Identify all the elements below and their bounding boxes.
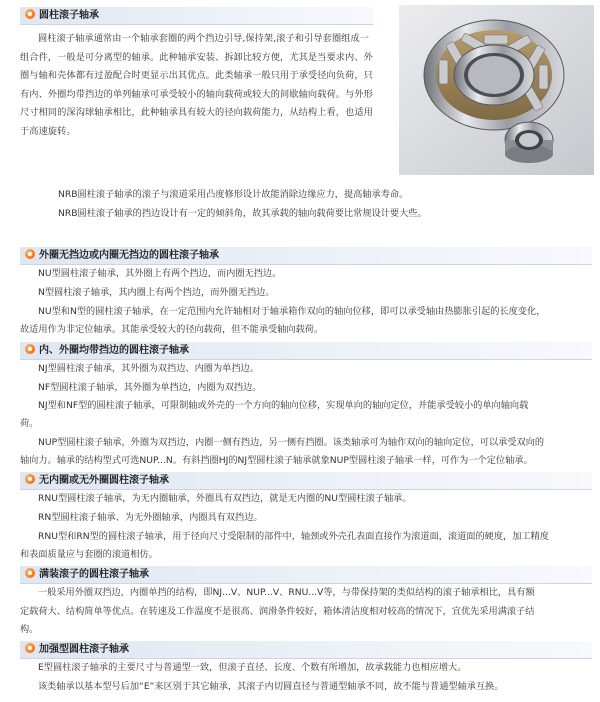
nrb-line-2: NRB圆柱滚子轴承的挡边设计有一定的倾斜角，故其承载的轴向载荷要比常规设计要大些。 <box>58 208 427 219</box>
s2-line-1: NJ型圆柱滚子轴承，其外圈为双挡边、内圈为单挡边。 <box>38 363 259 374</box>
s4-line-2: 定载荷大、结构简单等优点。在转速及工作温度不是很高、润滑条件较好，箱体清洁度相对较高的情况下，宜优先采用满滚子结 <box>20 606 535 617</box>
s3-line-2: RN型圆柱滚子轴承、为无外圈轴承，内圈具有双挡边。 <box>38 512 263 523</box>
s5-line-1: E型圆柱滚子轴承的主要尺寸与普通型一致，但滚子直径、长度、个数有所增加，故承载能力也相应增大。 <box>38 662 467 673</box>
nrb-line-1: NRB圆柱滚子轴承的滚子与滚道采用凸度修形设计故能消除边缘应力，提高轴承寿命。 <box>58 189 409 200</box>
section-title: 圆柱滚子轴承 <box>39 10 99 21</box>
section-title: 满装滚子的圆柱滚子轴承 <box>39 569 149 580</box>
s1-line-3: NU型和N型的圆柱滚子轴承，在一定范围内允许轴相对于轴承箱作双向的轴向位移，即可以承受轴由热膨胀引起的长度变化， <box>38 306 546 317</box>
s3-line-4: 和表面质量应与套圈的滚道相仿。 <box>20 549 158 560</box>
section-title: 内、外圈均带挡边的圆柱滚子轴承 <box>39 345 189 356</box>
bullet-icon <box>25 9 35 19</box>
section-header-1 <box>20 247 592 265</box>
section-header-4 <box>20 566 592 584</box>
s4-line-1: 一般采用外圈双挡边，内圈单挡的结构，即NJ...V、NUP...V、RNU...V等，与带保持架的类似结构的滚子轴承相比，具有额 <box>38 587 535 598</box>
bullet-icon <box>25 474 35 484</box>
intro-paragraph: 圆柱滚子轴承通常由一个轴承套圈的两个挡边引导,保持架,滚子和引导套圈组成一组合件，一般是可分离型的轴承。此种轴承安装、拆卸比较方便，尤其是当要求内、外圈与轴和壳体都有过盈配合时更显示出其优点。此类轴承一般只用于承受径向负荷，只有内、外圈均带挡边的单列轴承可承受较小的轴向载荷或较大的间歇轴向载荷。与外形尺寸相同的深沟球轴承相比，此种轴承具有较大的径向载荷能力，从结构上看，也适用于高速旋转。 <box>20 33 373 137</box>
bullet-icon <box>25 643 35 653</box>
s3-line-3: RNU型和RN型的圆柱滚子轴承，用于径向尺寸受限制的部件中，轴颈或外壳孔表面直接作为滚道面，滚道面的硬度，加工精度 <box>38 531 549 542</box>
s2-line-2: NF型圆柱滚子轴承，其外圈为单挡边，内圈为双挡边。 <box>38 382 262 393</box>
s2-line-5: NUP型圆柱滚子轴承，外圈为双挡边，内圈一侧有挡边，另一侧有挡圈。该类轴承可为轴作双向的轴向定位，可以承受双向的 <box>38 437 545 448</box>
section-header-2 <box>20 342 592 360</box>
s3-line-1: RNU型圆柱滚子轴承，为无内圈轴承，外圈具有双挡边，就是无内圈的NU型圆柱滚子轴承。 <box>38 493 412 504</box>
s2-line-3: NJ型和NF型的圆柱滚子轴承，可限制轴或外壳的一个方向的轴向位移，实现单向的轴向定位，并能承受较小的单向轴向载 <box>38 400 529 411</box>
s1-line-2: N型圆柱滚子轴承，其内圈上有两个挡边，而外圈无挡边。 <box>38 287 275 298</box>
s1-line-4: 故适用作为非定位轴承。其能承受较大的径向载荷，但不能承受轴向载荷。 <box>20 324 324 335</box>
section-header-3 <box>20 472 592 490</box>
section-header-intro <box>20 7 373 25</box>
s4-line-3: 构。 <box>20 624 39 635</box>
section-header-5 <box>20 641 592 659</box>
section-title: 外圈无挡边或内圈无挡边的圆柱滚子轴承 <box>39 250 219 261</box>
bullet-icon <box>25 568 35 578</box>
bullet-icon <box>25 344 35 354</box>
section-title: 加强型圆柱滚子轴承 <box>39 644 129 655</box>
section-title: 无内圈或无外圈圆柱滚子轴承 <box>39 475 169 486</box>
s2-line-6: 轴向力。轴承的结构型式可选NUP...N。有斜挡圈HJ的NJ型圆柱滚子轴承就象NUP型圆柱滚子轴承一样，可作为一个定位轴承。 <box>20 455 533 466</box>
bullet-icon <box>25 249 35 259</box>
s5-line-2: 该类轴承以基本型号后加“E”来区别于其它轴承，其滚子内切圆直径与普通型轴承不同，故不能与普通型轴承互换。 <box>38 681 504 692</box>
s2-line-4: 荷。 <box>20 418 39 429</box>
s1-line-1: NU型圆柱滚子轴承，其外圈上有两个挡边，而内圈无挡边。 <box>38 268 282 279</box>
bearing-photo <box>399 5 594 175</box>
